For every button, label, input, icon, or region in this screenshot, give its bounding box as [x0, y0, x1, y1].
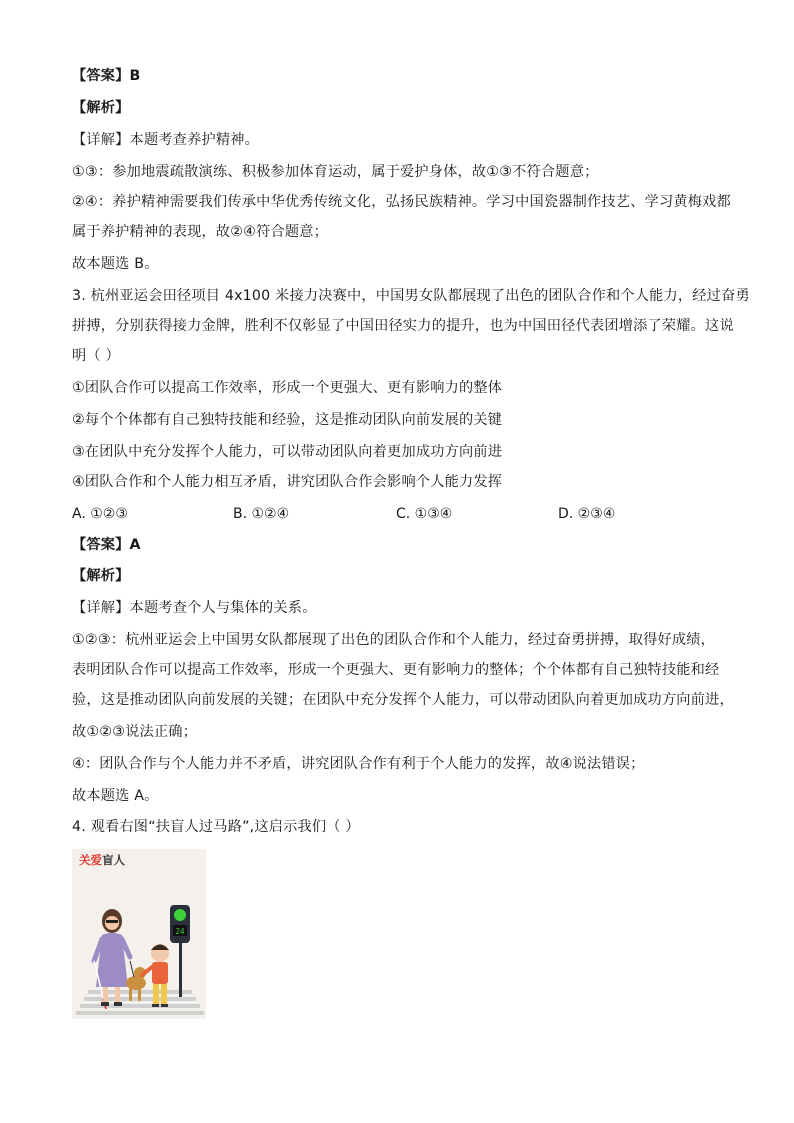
q3-explanation-1c: 验，这是推动团队向前发展的关键；在团队中充分发挥个人能力，可以带动团队向着更加成功方向前进， — [72, 692, 734, 708]
q3-option-a: A. ①②③ — [72, 506, 128, 522]
q3-option-b: B. ①②④ — [233, 506, 290, 522]
q3-answer: 【答案】A — [72, 537, 141, 553]
q2-detail: 【详解】本题考查养护精神。 — [72, 132, 260, 148]
q3-statement-3: ③在团队中充分发挥个人能力，可以带动团队向着更加成功方向前进 — [72, 444, 503, 460]
q2-explanation-2b: 属于养护精神的表现，故②④符合题意； — [72, 224, 329, 240]
q3-stem-2: 拼搏，分别获得接力金牌，胜利不仅彰显了中国田径实力的提升，也为中国田径代表团增添了荣耀。这说 — [72, 318, 734, 334]
q3-explanation-1b: 表明团队合作可以提高工作效率，形成一个更强大、更有影响力的整体；个个体都有自己独特技能和经 — [72, 662, 720, 678]
q3-analysis-label: 【解析】 — [72, 568, 130, 584]
illustration-title: 关爱盲人 — [79, 853, 125, 867]
q4-stem: 4. 观看右图“扶盲人过马路”,这启示我们（ ） — [72, 819, 360, 835]
q3-detail: 【详解】本题考查个人与集体的关系。 — [72, 600, 317, 616]
q3-conclusion: 故本题选 A。 — [72, 788, 159, 804]
blind-crossing-illustration — [72, 849, 206, 1019]
q2-explanation-2a: ②④：养护精神需要我们传承中华优秀传统文化，弘扬民族精神。学习中国瓷器制作技艺、学习黄梅戏都 — [72, 194, 731, 210]
q3-option-d: D. ②③④ — [558, 506, 616, 522]
svg-text:24: 24 — [175, 927, 185, 936]
q2-answer: 【答案】B — [72, 68, 141, 84]
q3-statement-2: ②每个个体都有自己独特技能和经验，这是推动团队向前发展的关键 — [72, 412, 503, 428]
q2-conclusion: 故本题选 B。 — [72, 256, 159, 272]
q3-statement-4: ④团队合作和个人能力相互矛盾，讲究团队合作会影响个人能力发挥 — [72, 474, 503, 490]
traffic-light-icon — [170, 905, 190, 997]
q3-statement-1: ①团队合作可以提高工作效率，形成一个更强大、更有影响力的整体 — [72, 380, 503, 396]
q3-explanation-1d: 故①②③说法正确； — [72, 724, 198, 740]
q2-analysis-label: 【解析】 — [72, 100, 130, 116]
guide-dog-figure — [126, 961, 146, 1001]
q3-explanation-1a: ①②③：杭州亚运会上中国男女队都展现了出色的团队合作和个人能力，经过奋勇拼搏，取得好成绩， — [72, 632, 716, 648]
illustration-scene — [72, 849, 206, 1019]
q3-explanation-2: ④：团队合作与个人能力并不矛盾，讲究团队合作有利于个人能力的发挥，故④说法错误； — [72, 756, 645, 772]
q3-stem-1: 3. 杭州亚运会田径项目 4x100 米接力决赛中，中国男女队都展现了出色的团队合作和个人能力，经过奋勇 — [72, 288, 750, 304]
q2-explanation-1: ①③：参加地震疏散演练、积极参加体育运动，属于爱护身体，故①③不符合题意； — [72, 164, 599, 180]
q3-option-c: C. ①③④ — [396, 506, 453, 522]
q3-stem-3: 明（ ） — [72, 348, 120, 364]
